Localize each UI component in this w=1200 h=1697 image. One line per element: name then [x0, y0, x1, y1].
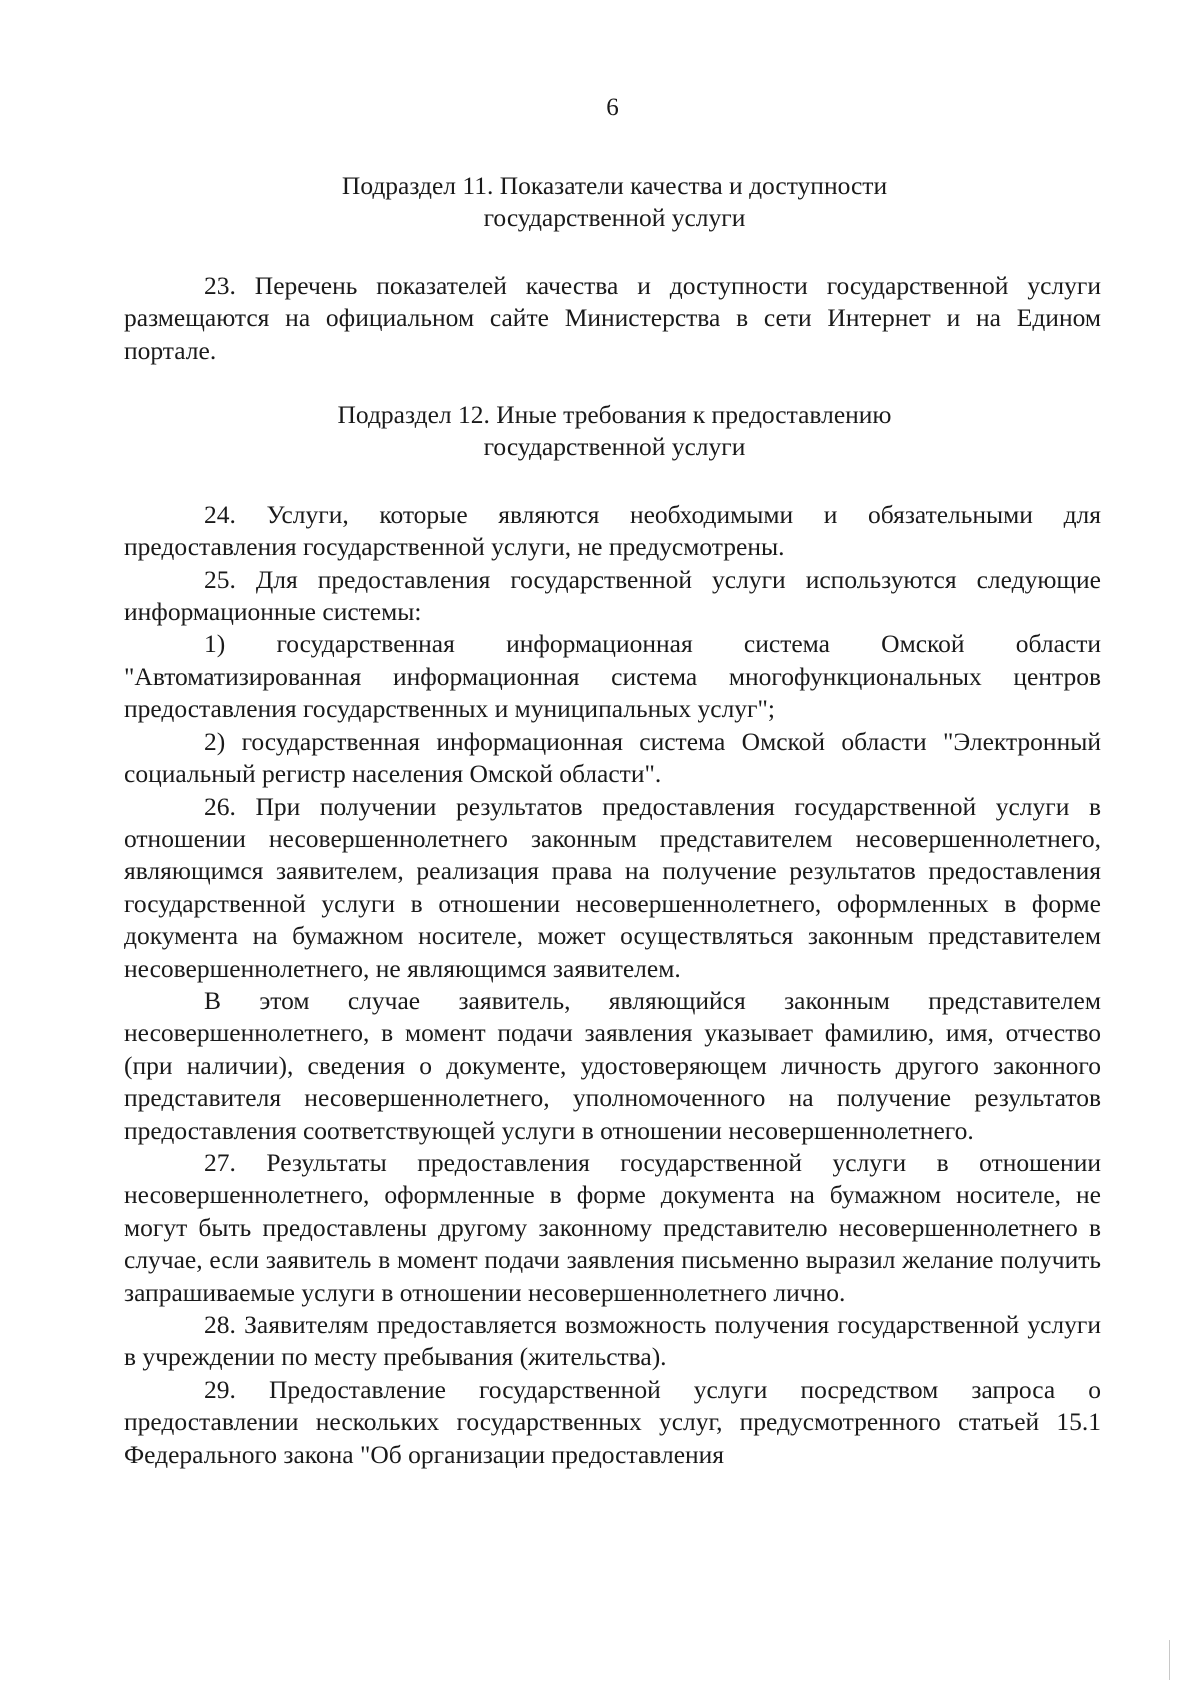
- paragraph-26-continuation: В этом случае заявитель, являющийся законным представителем несовершеннолетнего, в момент подачи заявления указывает фамилию, имя, отчество (при наличии), сведения о документе, удостоверяющем личность другого законного представителя несовершеннолетнего, уполномоченного на получение результатов предоставления соответствующей услуги в отношении несовершеннолетнего.: [124, 985, 1101, 1145]
- section-12-heading: [124, 399, 1101, 464]
- paragraph-23: 23. Перечень показателей качества и доступности государственной услуги размещаются на официальном сайте Министерства в сети Интернет и на Едином портале.: [124, 270, 1101, 365]
- section-12-heading-line2: государственной услуги: [483, 432, 746, 462]
- paragraph-29: 29. Предоставление государственной услуги посредством запроса о предоставлении нескольких государственных услуг, предусмотренного статьей 15.1 Федерального закона "Об организации предоставления: [124, 1374, 1101, 1469]
- paragraph-25-item-2: 2) государственная информационная система Омской области "Электронный социальный регистр населения Омской области".: [124, 726, 1101, 789]
- paragraph-27: 27. Результаты предоставления государственной услуги в отношении несовершеннолетнего, оформленные в форме документа на бумажном носителе, не могут быть предоставлены другому законному представителю несовершеннолетнего в случае, если заявитель в момент подачи заявления письменно выразил желание получить запрашиваемые услуги в отношении несовершеннолетнего лично.: [124, 1147, 1101, 1307]
- document-body: [124, 170, 1101, 1471]
- section-11-heading-line2: государственной услуги: [483, 203, 746, 233]
- paragraph-24: 24. Услуги, которые являются необходимыми и обязательными для предоставления государственной услуги, не предусмотрены.: [124, 499, 1101, 562]
- page-number: 6: [606, 94, 619, 121]
- section-11-heading-line1: Подраздел 11. Показатели качества и доступности: [341, 171, 888, 200]
- paragraph-25-item-1: 1) государственная информационная система Омской области "Автоматизированная информационная система многофункциональных центров предоставления государственных и муниципальных услуг";: [124, 629, 1101, 724]
- section-12-heading-line1: Подраздел 12. Иные требования к предоставлению: [337, 400, 892, 430]
- scan-edge-mark: [1169, 1640, 1170, 1680]
- paragraph-28: 28. Заявителям предоставляется возможность получения государственной услуги в учреждении по месту пребывания (жительства).: [124, 1310, 1101, 1372]
- paragraph-25: 25. Для предоставления государственной услуги используются следующие информационные системы:: [124, 564, 1101, 627]
- section-11-heading: [124, 170, 1101, 235]
- paragraph-26: 26. При получении результатов предоставления государственной услуги в отношении несовершеннолетнего законным представителем несовершеннолетнего, являющимся заявителем, реализация права на получение результатов предоставления государственной услуги в отношении несовершеннолетнего, оформленных в форме документа на бумажном носителе, может осуществляться законным представителем несовершеннолетнего, не являющимся заявителем.: [124, 791, 1101, 983]
